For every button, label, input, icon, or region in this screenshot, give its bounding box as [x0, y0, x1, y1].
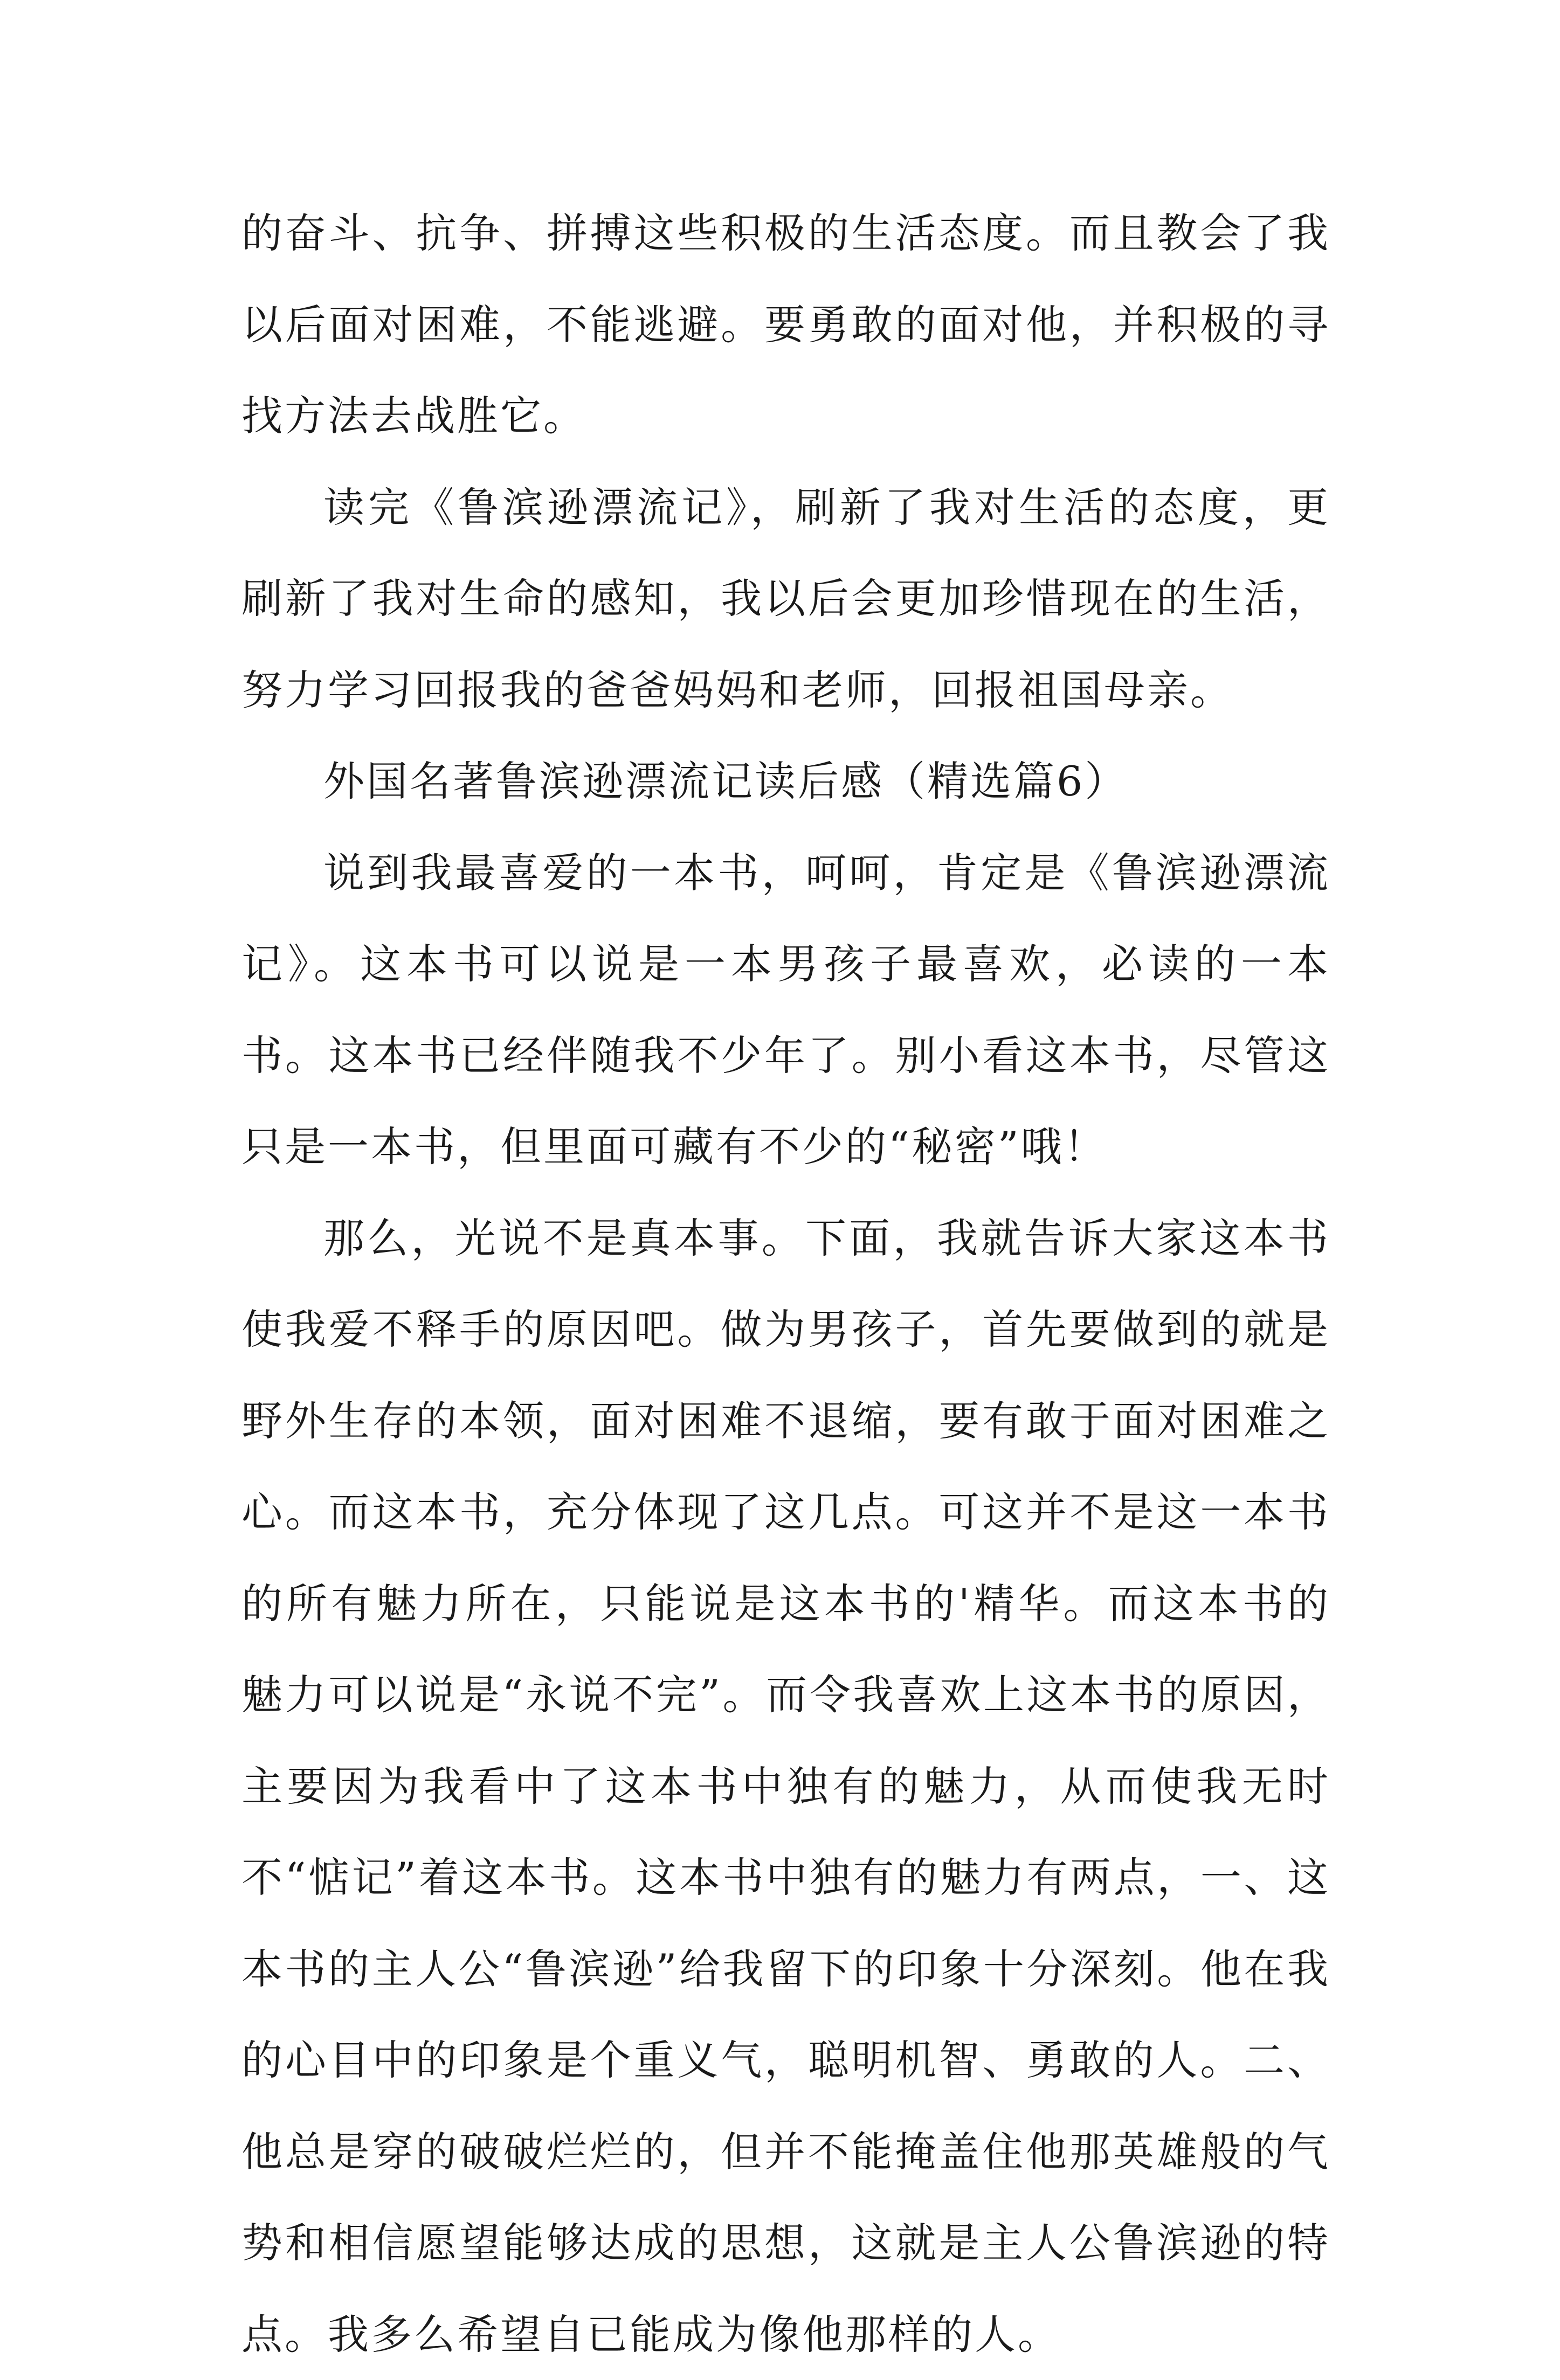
paragraph-main: 那么，光说不是真本事。下面，我就告诉大家这本书使我爱不释手的原因吧。做为男孩子，首先要做到的就是野外生存的本领，面对困难不退缩，要有敢于面对困难之心。而这本书，充分体现了这几点。可这并不是这一本书的所有魅力所在，只能说是这本书的'精华。而这本书的魅力可以说是“永说不完”。而令我喜欢上这本书的原因，主要因为我看中了这本书中独有的魅力，从而使我无时不“惦记”着这本书。这本书中独有的魅力有两点，一、这本书的主人公“鲁滨逊”给我留下的印象十分深刻。他在我的心目中的印象是个重义气，聪明机智、勇敢的人。二、他总是穿的破破烂烂的，但并不能掩盖住他那英雄般的气势和相信愿望能够达成的思想，这就是主人公鲁滨逊的特点。我多么希望自已能成为像他那样的人。 — [241, 1193, 1330, 2380]
paragraph-continuation: 的奋斗、抗争、拼搏这些积极的生活态度。而且教会了我以后面对困难，不能逃避。要勇敢的面对他，并积极的寻找方法去战胜它。 — [241, 188, 1330, 462]
section-heading: 外国名著鲁滨逊漂流记读后感（精选篇6） — [241, 736, 1330, 827]
paragraph-intro: 说到我最喜爱的一本书，呵呵，肯定是《鲁滨逊漂流记》。这本书可以说是一本男孩子最喜欢，必读的一本书。这本书已经伴随我不少年了。别小看这本书，尽管这只是一本书，但里面可藏有不少的“秘密”哦！ — [241, 827, 1330, 1193]
paragraph-reflection: 读完《鲁滨逊漂流记》，刷新了我对生活的态度，更刷新了我对生命的感知，我以后会更加珍惜现在的生活，努力学习回报我的爸爸妈妈和老师，回报祖国母亲。 — [241, 462, 1330, 736]
document-body — [241, 188, 1330, 2380]
